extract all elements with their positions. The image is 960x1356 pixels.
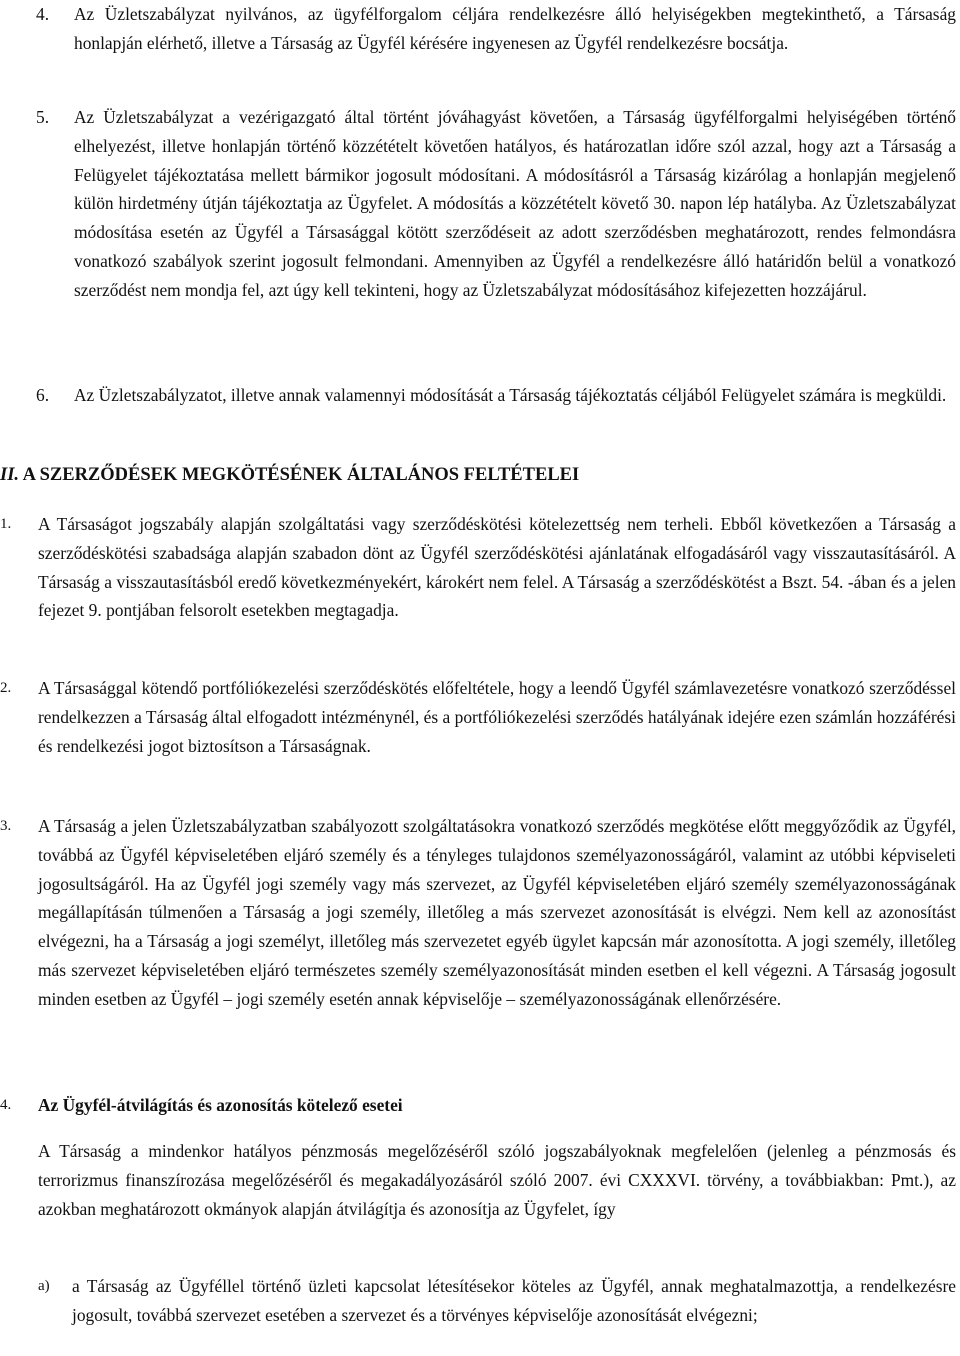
item-number: 3. bbox=[0, 818, 12, 834]
item-text: Az Üzletszabályzatot, illetve annak valamennyi módosítását a Társaság tájékoztatás céljából Felügyelet számára is megküldi. bbox=[74, 385, 947, 405]
section-roman-numeral: II. bbox=[0, 465, 20, 485]
paragraph-item-1 bbox=[0, 510, 956, 625]
section-title: A SZERZŐDÉSEK MEGKÖTÉSÉNEK ÁLTALÁNOS FELTÉTELEI bbox=[19, 465, 580, 485]
item-text: Az Üzletszabályzat a vezérigazgató által történt jóváhagyást követően, a Társaság ügyfélforgalmi helyiségében történő elhelyezést, illetve honlapján történő közzétételt követően hatályos, és határozatlan időre szól azzal, hogy azt a Társaság a Felügyelet tájékoztatása mellett bármikor jogosult módosítani. A módosításról a Társaság kizárólag a honlapján megjelenő külön hirdetmény útján tájékoztatja az Ügyfelet. A módosítás a közzétételt követő 30. napon lép hatályba. Az Üzletszabályzat módosítása esetén az Ügyfél a Társasággal kötött szerződéseit az adott szerződésben meghatározott, rendes felmondásra vonatkozó szabályok szerint jogosult felmondani. Amennyiben az Ügyfél a rendelkezésre álló határidőn belül a vonatkozó szerződést nem mondja fel, azt úgy kell tekinteni, hogy az Üzletszabályzat módosításához kifejezetten hozzájárul. bbox=[74, 107, 956, 300]
item-text: Az Üzletszabályzat nyilvános, az ügyfélforgalom céljára rendelkezésre álló helyiségekben megtekinthető, a Társaság honlapján elérhető, illetve a Társaság az Ügyfél kérésére ingyenesen az Ügyfél rendelkezésre bocsátja. bbox=[74, 4, 956, 53]
item-number: 1. bbox=[0, 516, 12, 532]
item-number: 4. bbox=[0, 1097, 12, 1113]
sub-item-label: a) bbox=[38, 1278, 50, 1294]
paragraph-aml bbox=[38, 1137, 956, 1223]
item-number: 4. bbox=[36, 4, 50, 24]
item-text: A Társasággal kötendő portfóliókezelési szerződéskötés előfeltétele, hogy a leendő Ügyfél számlavezetésre vonatkozó szerződéssel rendelkezzen a Társaság által elfogadott intézménynél, és a portfóliókezelési szerződés hatályának idejére ezen számlán hozzáférési és rendelkezési jogot biztosítson a Társaságnak. bbox=[38, 678, 956, 756]
item-number: 2. bbox=[0, 680, 12, 696]
sub-item-text: a Társaság az Ügyféllel történő üzleti kapcsolat létesítésekor köteles az Ügyfél, annak meghatalmazottja, a rendelkezésre jogosult, továbbá szervezet esetében a szervezet és a törvényes képviselője azonosítását elvégezni; bbox=[72, 1276, 956, 1325]
paragraph-text: A Társaság a mindenkor hatályos pénzmosás megelőzéséről szóló jogszabályoknak megfelelően (jelenleg a pénzmosás és terrorizmus finanszírozása megelőzéséről és megakadályozásáról szóló 2007. évi CXXXVI. törvény, a továbbiakban: Pmt.), az azokban meghatározott okmányok alapján átvilágítja és azonosítja az Ügyfelet, így bbox=[38, 1141, 956, 1219]
subsection-heading: Az Ügyfél-átvilágítás és azonosítás kötelező esetei bbox=[38, 1095, 403, 1115]
item-number: 5. bbox=[36, 107, 50, 127]
item-text: A Társaság a jelen Üzletszabályzatban szabályozott szolgáltatásokra vonatkozó szerződés megkötése előtt meggyőződik az Ügyfél, továbbá az Ügyfél képviseletében eljáró személy és a tényleges tulajdonos személyazonosságáról, valamint az utóbbi képviseleti jogosultságáról. Ha az Ügyfél jogi személy vagy más szervezet, az Ügyfél képviseletében eljáró személy személyazonosságának megállapításán túlmenően a Társaság a jogi személy, illetőleg a más szervezet azonosítását is elvégzi. Nem kell az azonosítást elvégezni, ha a Társaság a jogi személyt, illetőleg más szervezetet egyéb ügylet kapcsán már azonosította. A jogi személy, illetőleg más szervezet képviseletében eljáró természetes személy személyazonosítását minden esetben el kell végezni. A Társaság jogosult minden esetben az Ügyfél – jogi személy esetén annak képviselője – személyazonosságának ellenőrzésére. bbox=[38, 816, 956, 1009]
paragraph-item-2 bbox=[0, 674, 956, 760]
item-number: 6. bbox=[36, 385, 50, 405]
item-text: A Társaságot jogszabály alapján szolgáltatási vagy szerződéskötési kötelezettség nem terheli. Ebből következően a Társaság a szerződéskötési szabadsága alapján szabadon dönt az Ügyfél szerződéskötési ajánlatának elfogadásáról vagy visszautasításáról. A Társaság a visszautasításból eredő következményekért, károkért nem felel. A Társaság a szerződéskötést a Bszt. 54. -ában és a jelen fejezet 9. pontjában felsorolt esetekben megtagadja. bbox=[38, 514, 956, 621]
paragraph-item-5 bbox=[36, 103, 956, 305]
section-heading bbox=[0, 461, 940, 489]
paragraph-item-4 bbox=[36, 0, 956, 58]
sub-item-a bbox=[38, 1272, 956, 1330]
paragraph-item-3 bbox=[0, 812, 956, 1014]
paragraph-item-6 bbox=[36, 381, 956, 410]
paragraph-item-4-heading bbox=[0, 1091, 956, 1120]
